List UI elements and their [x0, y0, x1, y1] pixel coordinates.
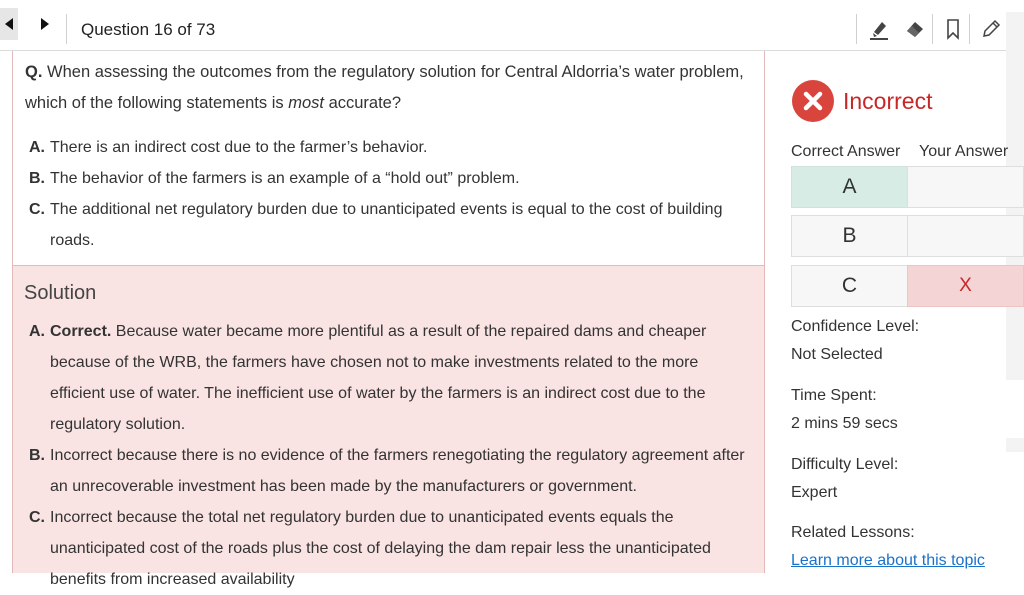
solution-letter: A. [29, 323, 45, 340]
pencil-button[interactable] [976, 14, 1006, 44]
choice-text: The additional net regulatory burden due to unanticipated events is equal to the cost of building roads. [50, 201, 723, 249]
divider [856, 14, 857, 44]
eraser-button[interactable] [900, 14, 930, 44]
question-text: When assessing the outcomes from the regulatory solution for Central Aldorria’s water problem, which of the following statements is [25, 63, 744, 112]
your-answer-a [907, 166, 1024, 208]
related-lessons-link[interactable]: Learn more about this topic [791, 552, 985, 569]
solution-letter: B. [29, 447, 45, 464]
correct-answer-b: B [791, 215, 908, 257]
difficulty-label: Difficulty Level: [791, 456, 899, 473]
your-answer-b [907, 215, 1024, 257]
divider [932, 14, 933, 44]
choice-text: The behavior of the farmers is an example of a “hold out” problem. [50, 170, 520, 187]
strip-gap [1006, 0, 1024, 12]
solution-panel [12, 266, 765, 588]
result-label: Incorrect [843, 87, 933, 114]
divider [969, 14, 970, 44]
next-question-button[interactable] [34, 8, 56, 40]
choice-letter: A. [29, 139, 45, 156]
question-label: Q. [25, 63, 43, 81]
result-status [792, 80, 932, 122]
related-lessons-label: Related Lessons: [791, 524, 915, 541]
solution-explanation: Incorrect because the total net regulatory burden due to unanticipated events equals the unanticipated cost of the roads plus the cost of delaying the dam repair less the unanticipated benefits from increased availability [50, 509, 711, 588]
caret-right-icon [41, 18, 49, 30]
choice-letter: C. [29, 201, 45, 218]
correct-answer-a: A [791, 166, 908, 208]
question-emphasis: most [288, 94, 324, 112]
time-spent-value: 2 mins 59 secs [791, 415, 898, 432]
highlighter-icon [868, 18, 890, 40]
question-counter: Question 16 of 73 [81, 20, 216, 39]
solution-item-c [29, 502, 756, 595]
solution-list [29, 316, 756, 595]
correct-answer-c: C [791, 265, 908, 307]
question-panel [12, 51, 765, 266]
choice-letter: B. [29, 170, 45, 187]
highlighter-button[interactable] [864, 14, 894, 44]
question-stem [25, 57, 750, 119]
caret-left-icon [5, 18, 13, 30]
correct-answer-header: Correct Answer [791, 143, 901, 160]
difficulty-value: Expert [791, 484, 838, 501]
previous-question-button[interactable] [0, 8, 18, 40]
incorrect-x-icon [792, 80, 834, 122]
bookmark-button[interactable] [938, 14, 968, 44]
answer-choices [29, 132, 754, 256]
solution-letter: C. [29, 509, 45, 526]
solution-explanation: Incorrect because there is no evidence of the farmers renegotiating the regulatory agreement after an unrecoverable investment has been made by the manufacturers or government. [50, 447, 745, 495]
strip-gap [1006, 380, 1024, 438]
solution-item-a [29, 316, 756, 440]
strip-gap [1006, 452, 1024, 573]
your-answer-header: Your Answer [919, 143, 1009, 160]
solution-explanation: Because water became more plentiful as a result of the repaired dams and cheaper because of the WRB, the farmers have chosen not to make investments related to the more efficient use of water. The inefficient use of water by the farmers is an indirect cost due to the regulatory solution. [50, 323, 707, 433]
eraser-icon [904, 18, 926, 40]
choice-c[interactable] [29, 194, 754, 256]
choice-text: There is an indirect cost due to the farmer’s behavior. [50, 139, 428, 156]
solution-verdict: Correct. [50, 323, 112, 340]
pencil-icon [980, 18, 1002, 40]
confidence-label: Confidence Level: [791, 318, 920, 335]
time-spent-label: Time Spent: [791, 387, 877, 404]
solution-title: Solution [24, 282, 97, 304]
choice-b[interactable] [29, 163, 754, 194]
your-answer-c: X [907, 265, 1024, 307]
solution-item-b [29, 440, 756, 502]
question-text-end: accurate? [323, 94, 402, 112]
choice-a[interactable] [29, 132, 754, 163]
bookmark-icon [944, 18, 962, 40]
top-toolbar [0, 0, 1006, 51]
solution-text [50, 316, 756, 440]
confidence-value: Not Selected [791, 346, 883, 363]
divider [66, 14, 67, 44]
